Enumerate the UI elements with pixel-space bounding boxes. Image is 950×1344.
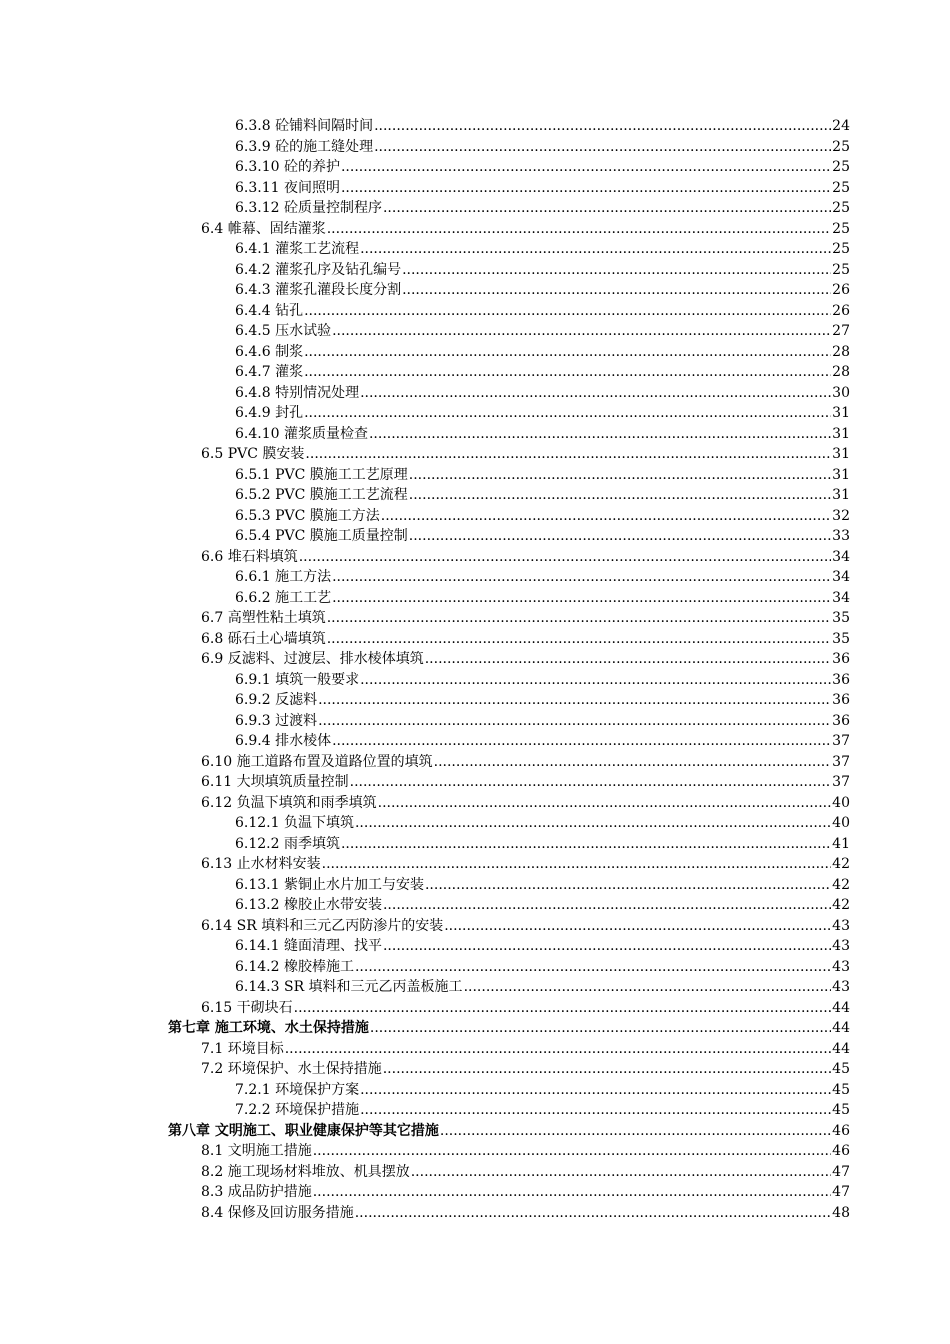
toc-entry-page-number: 40 (832, 815, 850, 831)
toc-entry-page-number: 36 (832, 651, 850, 667)
toc-entry[interactable] (0, 649, 850, 670)
toc-dot-leader (409, 485, 831, 506)
toc-entry[interactable] (0, 936, 850, 957)
toc-dot-leader (304, 403, 831, 424)
toc-entry-page-number: 44 (832, 1020, 850, 1036)
toc-entry-title: 6.4.9 封孔 (235, 405, 304, 421)
toc-entry-title: 6.5 PVC 膜安装 (201, 446, 305, 462)
toc-entry-page-number: 30 (832, 384, 850, 401)
toc-entry[interactable] (0, 547, 850, 568)
toc-dot-leader (318, 711, 831, 732)
toc-entry-page-number: 33 (832, 528, 850, 544)
toc-entry[interactable] (0, 998, 850, 1019)
toc-entry[interactable] (0, 116, 850, 137)
toc-entry-title: 6.8 砾石土心墙填筑 (201, 630, 326, 647)
toc-entry[interactable] (0, 670, 850, 691)
toc-entry-page-number: 41 (832, 835, 850, 852)
toc-entry-title: 第七章 施工环境、水土保持措施 (168, 1020, 369, 1036)
toc-entry-page-number: 34 (832, 589, 850, 606)
toc-entry-title: 6.13.2 橡胶止水带安装 (235, 897, 382, 913)
toc-dot-leader (402, 260, 831, 281)
toc-dot-leader (327, 219, 831, 240)
toc-dot-leader (444, 916, 831, 937)
toc-entry-page-number: 36 (832, 712, 850, 729)
toc-entry-title: 7.2 环境保护、水土保持措施 (201, 1061, 382, 1077)
toc-entry-title: 6.4.3 灌浆孔灌段长度分割 (235, 282, 402, 298)
toc-dot-leader (294, 998, 832, 1019)
toc-dot-leader (341, 834, 831, 855)
toc-entry[interactable] (0, 485, 850, 506)
toc-dot-leader (355, 957, 831, 978)
toc-dot-leader (434, 752, 832, 773)
toc-dot-leader (360, 383, 831, 404)
toc-entry[interactable] (0, 342, 850, 363)
toc-dot-leader (332, 588, 831, 609)
toc-dot-leader (374, 116, 831, 137)
toc-entry-page-number: 32 (832, 507, 850, 524)
toc-entry-title: 6.4.5 压水试验 (235, 323, 332, 339)
toc-entry-title: 6.4.10 灌浆质量检查 (235, 425, 368, 442)
toc-entry-title: 6.14.3 SR 填料和三元乙丙盖板施工 (235, 979, 463, 995)
toc-entry-page-number: 37 (832, 753, 850, 770)
toc-entry-page-number: 36 (832, 692, 850, 708)
toc-entry[interactable] (0, 157, 850, 178)
toc-entry-title: 6.4.8 特别情况处理 (235, 384, 360, 401)
toc-entry-page-number: 26 (832, 282, 850, 298)
toc-entry-page-number: 43 (832, 917, 850, 934)
toc-entry[interactable] (0, 219, 850, 240)
toc-entry-page-number: 25 (832, 179, 850, 196)
toc-entry[interactable] (0, 239, 850, 260)
toc-entry[interactable] (0, 526, 850, 547)
toc-entry-page-number: 47 (832, 1163, 850, 1180)
toc-entry-title: 6.12 负温下填筑和雨季填筑 (201, 794, 377, 811)
toc-dot-leader (313, 1141, 831, 1162)
toc-entry-title: 6.3.11 夜间照明 (235, 179, 340, 196)
toc-entry-title: 6.9 反滤料、过渡层、排水棱体填筑 (201, 651, 424, 667)
toc-entry-title: 7.2.2 环境保护措施 (235, 1102, 360, 1118)
toc-entry-title: 6.9.2 反滤料 (235, 692, 318, 708)
toc-entry-page-number: 42 (832, 856, 850, 872)
toc-entry-page-number: 31 (832, 425, 850, 442)
toc-entry-page-number: 42 (832, 897, 850, 913)
toc-entry[interactable] (0, 854, 850, 875)
toc-dot-leader (383, 198, 831, 219)
toc-dot-leader (360, 1080, 831, 1101)
toc-entry-title: 8.1 文明施工措施 (201, 1143, 312, 1159)
toc-dot-leader (440, 1121, 831, 1142)
toc-dot-leader (383, 1059, 831, 1080)
toc-entry-page-number: 35 (832, 610, 850, 626)
toc-entry-page-number: 34 (832, 548, 850, 565)
toc-entry-title: 6.9.4 排水棱体 (235, 733, 332, 749)
toc-dot-leader (360, 670, 831, 691)
toc-dot-leader (383, 936, 831, 957)
toc-dot-leader (374, 137, 831, 158)
toc-dot-leader (313, 1182, 831, 1203)
toc-entry-title: 6.13.1 紫铜止水片加工与安装 (235, 876, 424, 893)
toc-entry-page-number: 46 (832, 1143, 850, 1159)
toc-entry-page-number: 34 (832, 569, 850, 585)
toc-dot-leader (305, 444, 831, 465)
toc-entry-page-number: 25 (832, 138, 850, 155)
toc-entry-page-number: 45 (832, 1081, 850, 1098)
toc-entry-title: 6.6.2 施工工艺 (235, 589, 332, 606)
toc-dot-leader (318, 690, 831, 711)
toc-entry-page-number: 46 (832, 1122, 850, 1139)
toc-entry[interactable] (0, 1080, 850, 1101)
toc-dot-leader (409, 465, 831, 486)
toc-entry[interactable] (0, 362, 850, 383)
toc-entry-title: 6.14 SR 填料和三元乙丙防渗片的安装 (201, 917, 444, 934)
toc-entry[interactable] (0, 1059, 850, 1080)
toc-dot-leader (378, 793, 832, 814)
toc-entry-page-number: 31 (832, 487, 850, 503)
toc-entry-title: 6.14.2 橡胶棒施工 (235, 958, 354, 975)
toc-dot-leader (464, 977, 832, 998)
toc-entry-title: 8.4 保修及回访服务措施 (201, 1204, 354, 1221)
toc-entry-page-number: 25 (832, 261, 850, 278)
toc-entry-page-number: 44 (832, 999, 850, 1016)
toc-entry-title: 6.14.1 缝面清理、找平 (235, 938, 382, 954)
toc-entry-title: 6.12.2 雨季填筑 (235, 835, 340, 852)
toc-dot-leader (425, 875, 831, 896)
toc-entry-page-number: 25 (832, 159, 850, 175)
toc-entry-page-number: 28 (832, 343, 850, 360)
toc-entry-page-number: 47 (832, 1184, 850, 1200)
toc-dot-leader (341, 178, 831, 199)
toc-dot-leader (381, 506, 831, 527)
toc-entry-title: 6.5.2 PVC 膜施工工艺流程 (235, 487, 408, 503)
toc-entry[interactable] (0, 957, 850, 978)
toc-entry[interactable] (0, 1162, 850, 1183)
toc-entry-title: 6.9.3 过渡料 (235, 712, 318, 729)
toc-entry-title: 6.3.9 砼的施工缝处理 (235, 138, 374, 155)
toc-entry-title: 6.5.3 PVC 膜施工方法 (235, 507, 380, 524)
toc-entry-title: 6.15 干砌块石 (201, 999, 293, 1016)
toc-entry[interactable] (0, 260, 850, 281)
toc-dot-leader (304, 301, 831, 322)
toc-entry[interactable] (0, 1182, 850, 1203)
toc-entry[interactable] (0, 403, 850, 424)
toc-dot-leader (332, 321, 831, 342)
toc-dot-leader (350, 772, 832, 793)
toc-dot-leader (332, 731, 831, 752)
toc-entry[interactable] (0, 772, 850, 793)
toc-entry-title: 6.10 施工道路布置及道路位置的填筑 (201, 753, 433, 770)
toc-entry-page-number: 31 (832, 446, 850, 462)
toc-entry-page-number: 45 (832, 1102, 850, 1118)
toc-entry-page-number: 37 (832, 733, 850, 749)
toc-entry[interactable] (0, 752, 850, 773)
toc-entry[interactable] (0, 506, 850, 527)
toc-dot-leader (369, 424, 831, 445)
toc-entry[interactable] (0, 711, 850, 732)
toc-entry-page-number: 44 (832, 1040, 850, 1057)
toc-entry-page-number: 25 (832, 200, 850, 216)
toc-entry-page-number: 43 (832, 979, 850, 995)
toc-entry-title: 8.3 成品防护措施 (201, 1184, 312, 1200)
toc-entry-title: 6.4.6 制浆 (235, 343, 304, 360)
toc-entry-title: 6.6 堆石料填筑 (201, 548, 298, 565)
toc-entry-title: 7.1 环境目标 (201, 1040, 284, 1057)
toc-entry-title: 6.4.2 灌浆孔序及钻孔编号 (235, 261, 402, 278)
toc-entry-page-number: 36 (832, 671, 850, 688)
toc-entry[interactable] (0, 444, 850, 465)
toc-entry-page-number: 37 (832, 774, 850, 790)
toc-entry-page-number: 31 (832, 405, 850, 421)
toc-entry[interactable] (0, 916, 850, 937)
toc-entry-title: 6.3.10 砼的养护 (235, 159, 340, 175)
toc-entry[interactable] (0, 588, 850, 609)
toc-entry-page-number: 43 (832, 958, 850, 975)
toc-entry-page-number: 31 (832, 466, 850, 483)
toc-entry-page-number: 40 (832, 794, 850, 811)
toc-dot-leader (304, 342, 831, 363)
toc-entry[interactable] (0, 137, 850, 158)
toc-entry-page-number: 26 (832, 302, 850, 319)
toc-entry[interactable] (0, 793, 850, 814)
toc-dot-leader (341, 157, 831, 178)
toc-entry[interactable] (0, 424, 850, 445)
toc-entry[interactable] (0, 178, 850, 199)
toc-entry-page-number: 28 (832, 364, 850, 380)
toc-entry-title: 6.4 帷幕、固结灌浆 (201, 220, 326, 237)
toc-dot-leader (411, 1162, 831, 1183)
toc-entry-title: 6.4.7 灌浆 (235, 364, 304, 380)
toc-entry[interactable] (0, 690, 850, 711)
toc-dot-leader (370, 1018, 831, 1039)
toc-entry[interactable] (0, 834, 850, 855)
toc-entry-title: 7.2.1 环境保护方案 (235, 1081, 360, 1098)
toc-entry-title: 6.3.12 砼质量控制程序 (235, 200, 382, 216)
toc-entry[interactable] (0, 1203, 850, 1224)
toc-dot-leader (327, 608, 831, 629)
toc-entry[interactable] (0, 198, 850, 219)
toc-entry-title: 第八章 文明施工、职业健康保护等其它措施 (168, 1122, 439, 1139)
toc-dot-leader (360, 1100, 831, 1121)
table-of-contents (0, 116, 950, 1223)
toc-entry[interactable] (0, 465, 850, 486)
toc-entry[interactable] (0, 1121, 850, 1142)
toc-entry[interactable] (0, 629, 850, 650)
toc-dot-leader (425, 649, 831, 670)
toc-entry[interactable] (0, 1141, 850, 1162)
toc-dot-leader (355, 1203, 831, 1224)
toc-entry-title: 6.7 高塑性粘土填筑 (201, 610, 326, 626)
toc-dot-leader (304, 362, 831, 383)
toc-entry[interactable] (0, 731, 850, 752)
toc-entry[interactable] (0, 1018, 850, 1039)
toc-entry-title: 6.4.1 灌浆工艺流程 (235, 241, 360, 257)
toc-entry-page-number: 25 (832, 220, 850, 237)
toc-entry-title: 8.2 施工现场材料堆放、机具摆放 (201, 1163, 410, 1180)
toc-entry-page-number: 24 (832, 118, 850, 134)
toc-entry[interactable] (0, 977, 850, 998)
toc-dot-leader (383, 895, 831, 916)
toc-entry[interactable] (0, 608, 850, 629)
toc-dot-leader (355, 813, 831, 834)
toc-entry-page-number: 48 (832, 1204, 850, 1221)
toc-entry-title: 6.12.1 负温下填筑 (235, 815, 354, 831)
toc-entry[interactable] (0, 383, 850, 404)
toc-dot-leader (409, 526, 831, 547)
toc-entry-title: 6.3.8 砼铺料间隔时间 (235, 118, 374, 134)
toc-entry-page-number: 42 (832, 876, 850, 893)
toc-dot-leader (360, 239, 831, 260)
toc-entry-title: 6.5.4 PVC 膜施工质量控制 (235, 528, 408, 544)
toc-entry[interactable] (0, 321, 850, 342)
toc-dot-leader (299, 547, 831, 568)
toc-dot-leader (402, 280, 831, 301)
toc-entry[interactable] (0, 813, 850, 834)
toc-dot-leader (285, 1039, 831, 1060)
toc-entry-title: 6.6.1 施工方法 (235, 569, 332, 585)
toc-entry[interactable] (0, 1039, 850, 1060)
toc-entry-title: 6.9.1 填筑一般要求 (235, 671, 360, 688)
toc-entry[interactable] (0, 875, 850, 896)
toc-entry[interactable] (0, 895, 850, 916)
toc-entry[interactable] (0, 280, 850, 301)
toc-entry-title: 6.5.1 PVC 膜施工工艺原理 (235, 466, 408, 483)
toc-dot-leader (327, 629, 831, 650)
toc-dot-leader (322, 854, 832, 875)
toc-entry-page-number: 25 (832, 241, 850, 257)
toc-entry-page-number: 43 (832, 938, 850, 954)
toc-entry-title: 6.13 止水材料安装 (201, 856, 321, 872)
toc-entry-page-number: 45 (832, 1061, 850, 1077)
toc-entry-page-number: 27 (832, 323, 850, 339)
toc-entry[interactable] (0, 1100, 850, 1121)
toc-entry-title: 6.4.4 钻孔 (235, 302, 304, 319)
toc-entry-page-number: 35 (832, 630, 850, 647)
toc-entry-title: 6.11 大坝填筑质量控制 (201, 774, 349, 790)
toc-dot-leader (332, 567, 831, 588)
toc-entry[interactable] (0, 567, 850, 588)
toc-entry[interactable] (0, 301, 850, 322)
